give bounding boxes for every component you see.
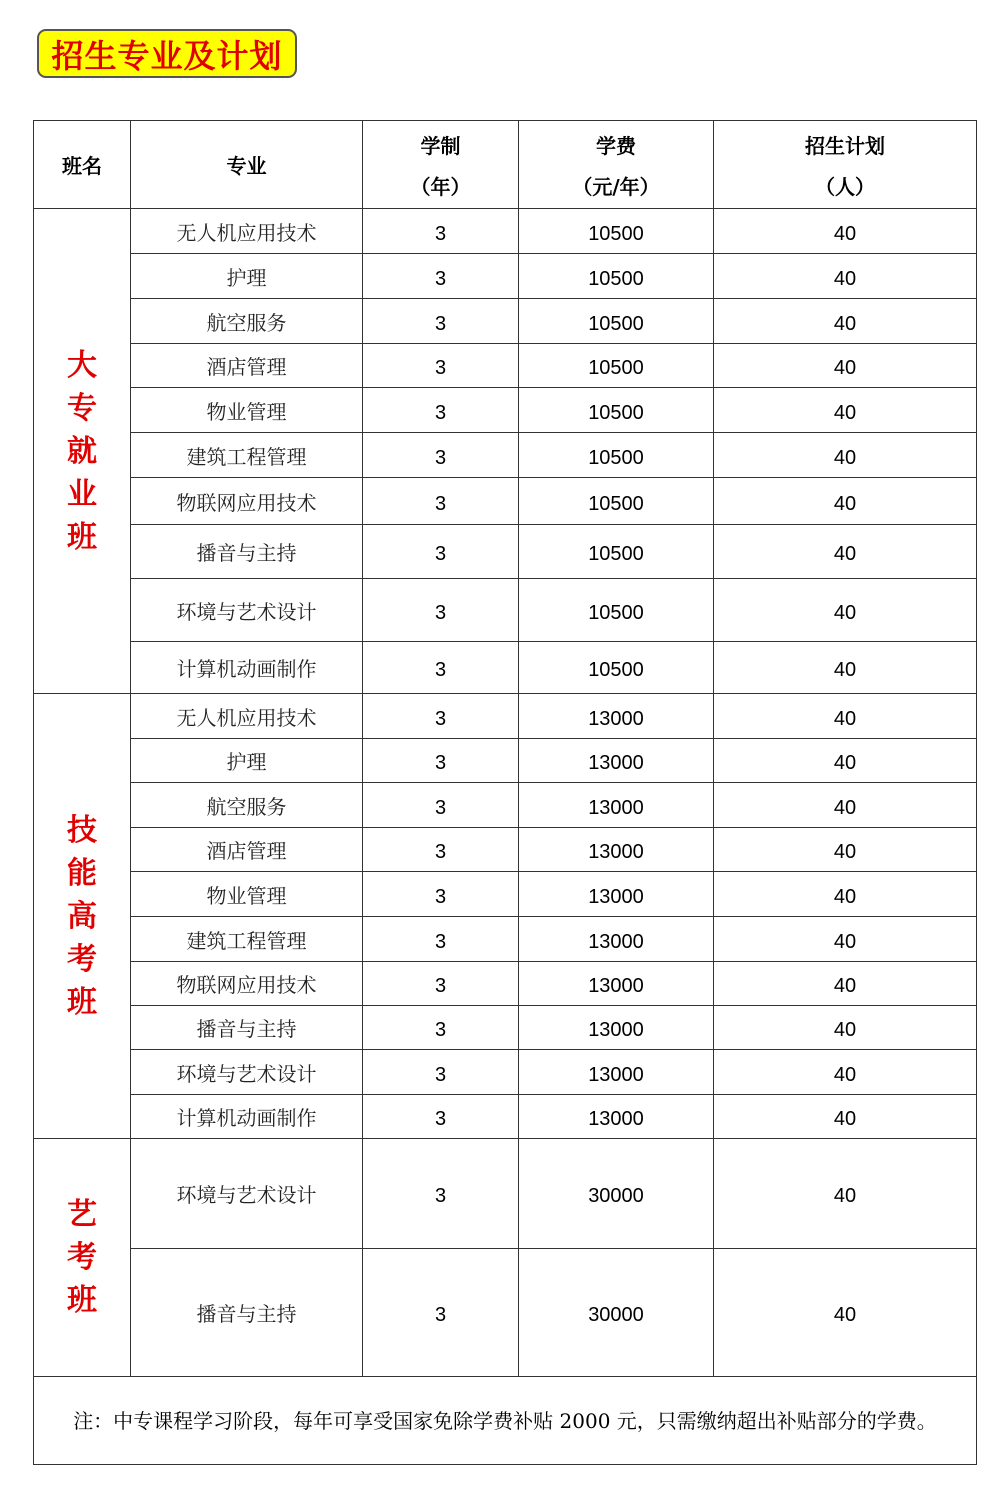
fee-cell: 10500 <box>519 579 714 642</box>
table-body <box>34 209 977 1377</box>
duration-cell: 3 <box>363 388 519 433</box>
class-group-name <box>34 694 131 1139</box>
duration-cell: 3 <box>363 642 519 694</box>
plan-cell: 40 <box>714 344 977 388</box>
class-group-char: 班 <box>67 1283 97 1318</box>
table-row <box>34 1095 977 1139</box>
plan-cell: 40 <box>714 525 977 579</box>
duration-cell: 3 <box>363 209 519 254</box>
header-row <box>34 121 977 209</box>
duration-cell: 3 <box>363 525 519 579</box>
major-cell: 播音与主持 <box>131 1249 363 1377</box>
fee-cell: 10500 <box>519 344 714 388</box>
class-group-char: 大 <box>67 347 97 383</box>
table-row <box>34 478 977 525</box>
major-cell: 播音与主持 <box>131 525 363 579</box>
duration-cell: 3 <box>363 1095 519 1139</box>
class-group-char: 班 <box>67 984 97 1020</box>
fee-cell: 10500 <box>519 525 714 579</box>
table-row <box>34 1006 977 1050</box>
duration-cell: 3 <box>363 579 519 642</box>
duration-cell: 3 <box>363 1050 519 1095</box>
table-row <box>34 433 977 478</box>
duration-cell: 3 <box>363 828 519 872</box>
duration-cell: 3 <box>363 1249 519 1377</box>
duration-cell: 3 <box>363 1006 519 1050</box>
header-major: 专业 <box>131 121 363 209</box>
fee-cell: 13000 <box>519 783 714 828</box>
fee-cell: 10500 <box>519 299 714 344</box>
plan-cell: 40 <box>714 433 977 478</box>
duration-cell: 3 <box>363 1139 519 1249</box>
class-group-char: 就 <box>67 433 97 469</box>
fee-cell: 13000 <box>519 872 714 917</box>
fee-cell: 10500 <box>519 388 714 433</box>
duration-cell: 3 <box>363 783 519 828</box>
plan-cell: 40 <box>714 299 977 344</box>
fee-cell: 13000 <box>519 828 714 872</box>
table-row <box>34 828 977 872</box>
class-group-name <box>34 209 131 694</box>
class-group-char: 考 <box>67 1240 97 1275</box>
table-row <box>34 917 977 962</box>
class-group-char: 业 <box>67 476 97 512</box>
table-row <box>34 783 977 828</box>
duration-cell: 3 <box>363 917 519 962</box>
fee-cell: 13000 <box>519 917 714 962</box>
major-cell: 物联网应用技术 <box>131 478 363 525</box>
major-cell: 物联网应用技术 <box>131 962 363 1006</box>
plan-cell: 40 <box>714 642 977 694</box>
major-cell: 建筑工程管理 <box>131 433 363 478</box>
enrollment-table <box>33 120 977 1465</box>
plan-cell: 40 <box>714 254 977 299</box>
table-row <box>34 694 977 739</box>
fee-cell: 13000 <box>519 694 714 739</box>
major-cell: 播音与主持 <box>131 1006 363 1050</box>
duration-cell: 3 <box>363 962 519 1006</box>
fee-cell: 10500 <box>519 642 714 694</box>
fee-cell: 10500 <box>519 433 714 478</box>
plan-cell: 40 <box>714 388 977 433</box>
major-cell: 环境与艺术设计 <box>131 1050 363 1095</box>
plan-cell: 40 <box>714 1006 977 1050</box>
class-group-char: 考 <box>67 941 97 977</box>
plan-cell: 40 <box>714 694 977 739</box>
table-row <box>34 254 977 299</box>
fee-cell: 10500 <box>519 254 714 299</box>
table-row <box>34 872 977 917</box>
major-cell: 护理 <box>131 254 363 299</box>
major-cell: 酒店管理 <box>131 828 363 872</box>
header-class-name: 班名 <box>34 121 131 209</box>
header-fee: 学费 （元/年） <box>519 121 714 209</box>
major-cell: 物业管理 <box>131 388 363 433</box>
duration-cell: 3 <box>363 694 519 739</box>
duration-cell: 3 <box>363 433 519 478</box>
table-row <box>34 1249 977 1377</box>
table-row <box>34 344 977 388</box>
plan-cell: 40 <box>714 917 977 962</box>
table-row <box>34 962 977 1006</box>
table-row <box>34 299 977 344</box>
class-group-char: 高 <box>67 898 97 934</box>
plan-cell: 40 <box>714 872 977 917</box>
major-cell: 航空服务 <box>131 299 363 344</box>
fee-cell: 13000 <box>519 1050 714 1095</box>
duration-cell: 3 <box>363 299 519 344</box>
page-title: 招生专业及计划 <box>37 29 297 78</box>
table-row <box>34 739 977 783</box>
table-row <box>34 388 977 433</box>
note-row <box>34 1377 977 1465</box>
major-cell: 计算机动画制作 <box>131 1095 363 1139</box>
fee-cell: 13000 <box>519 1095 714 1139</box>
plan-cell: 40 <box>714 962 977 1006</box>
plan-cell: 40 <box>714 209 977 254</box>
plan-cell: 40 <box>714 1050 977 1095</box>
duration-cell: 3 <box>363 739 519 783</box>
footnote: 注：中专课程学习阶段，每年可享受国家免除学费补贴 2000 元，只需缴纳超出补贴部分的学费。 <box>34 1377 977 1465</box>
class-group-name <box>34 1139 131 1377</box>
class-group-char: 艺 <box>67 1197 97 1232</box>
class-group-char: 班 <box>67 519 97 555</box>
plan-cell: 40 <box>714 579 977 642</box>
table-row <box>34 642 977 694</box>
table-row <box>34 209 977 254</box>
duration-cell: 3 <box>363 478 519 525</box>
plan-cell: 40 <box>714 1249 977 1377</box>
table-row <box>34 579 977 642</box>
major-cell: 物业管理 <box>131 872 363 917</box>
major-cell: 航空服务 <box>131 783 363 828</box>
fee-cell: 10500 <box>519 478 714 525</box>
header-duration: 学制 （年） <box>363 121 519 209</box>
fee-cell: 13000 <box>519 739 714 783</box>
major-cell: 建筑工程管理 <box>131 917 363 962</box>
plan-cell: 40 <box>714 739 977 783</box>
major-cell: 环境与艺术设计 <box>131 1139 363 1249</box>
major-cell: 无人机应用技术 <box>131 694 363 739</box>
major-cell: 计算机动画制作 <box>131 642 363 694</box>
class-group-char: 专 <box>67 390 97 426</box>
fee-cell: 13000 <box>519 1006 714 1050</box>
fee-cell: 30000 <box>519 1249 714 1377</box>
major-cell: 酒店管理 <box>131 344 363 388</box>
major-cell: 环境与艺术设计 <box>131 579 363 642</box>
class-group-char: 能 <box>67 855 97 891</box>
plan-cell: 40 <box>714 478 977 525</box>
duration-cell: 3 <box>363 872 519 917</box>
plan-cell: 40 <box>714 1139 977 1249</box>
duration-cell: 3 <box>363 344 519 388</box>
fee-cell: 10500 <box>519 209 714 254</box>
major-cell: 护理 <box>131 739 363 783</box>
table-row <box>34 525 977 579</box>
fee-cell: 13000 <box>519 962 714 1006</box>
fee-cell: 30000 <box>519 1139 714 1249</box>
class-group-char: 技 <box>67 812 97 848</box>
plan-cell: 40 <box>714 828 977 872</box>
duration-cell: 3 <box>363 254 519 299</box>
plan-cell: 40 <box>714 783 977 828</box>
major-cell: 无人机应用技术 <box>131 209 363 254</box>
table-row <box>34 1050 977 1095</box>
plan-cell: 40 <box>714 1095 977 1139</box>
header-plan: 招生计划 （人） <box>714 121 977 209</box>
table-row <box>34 1139 977 1249</box>
